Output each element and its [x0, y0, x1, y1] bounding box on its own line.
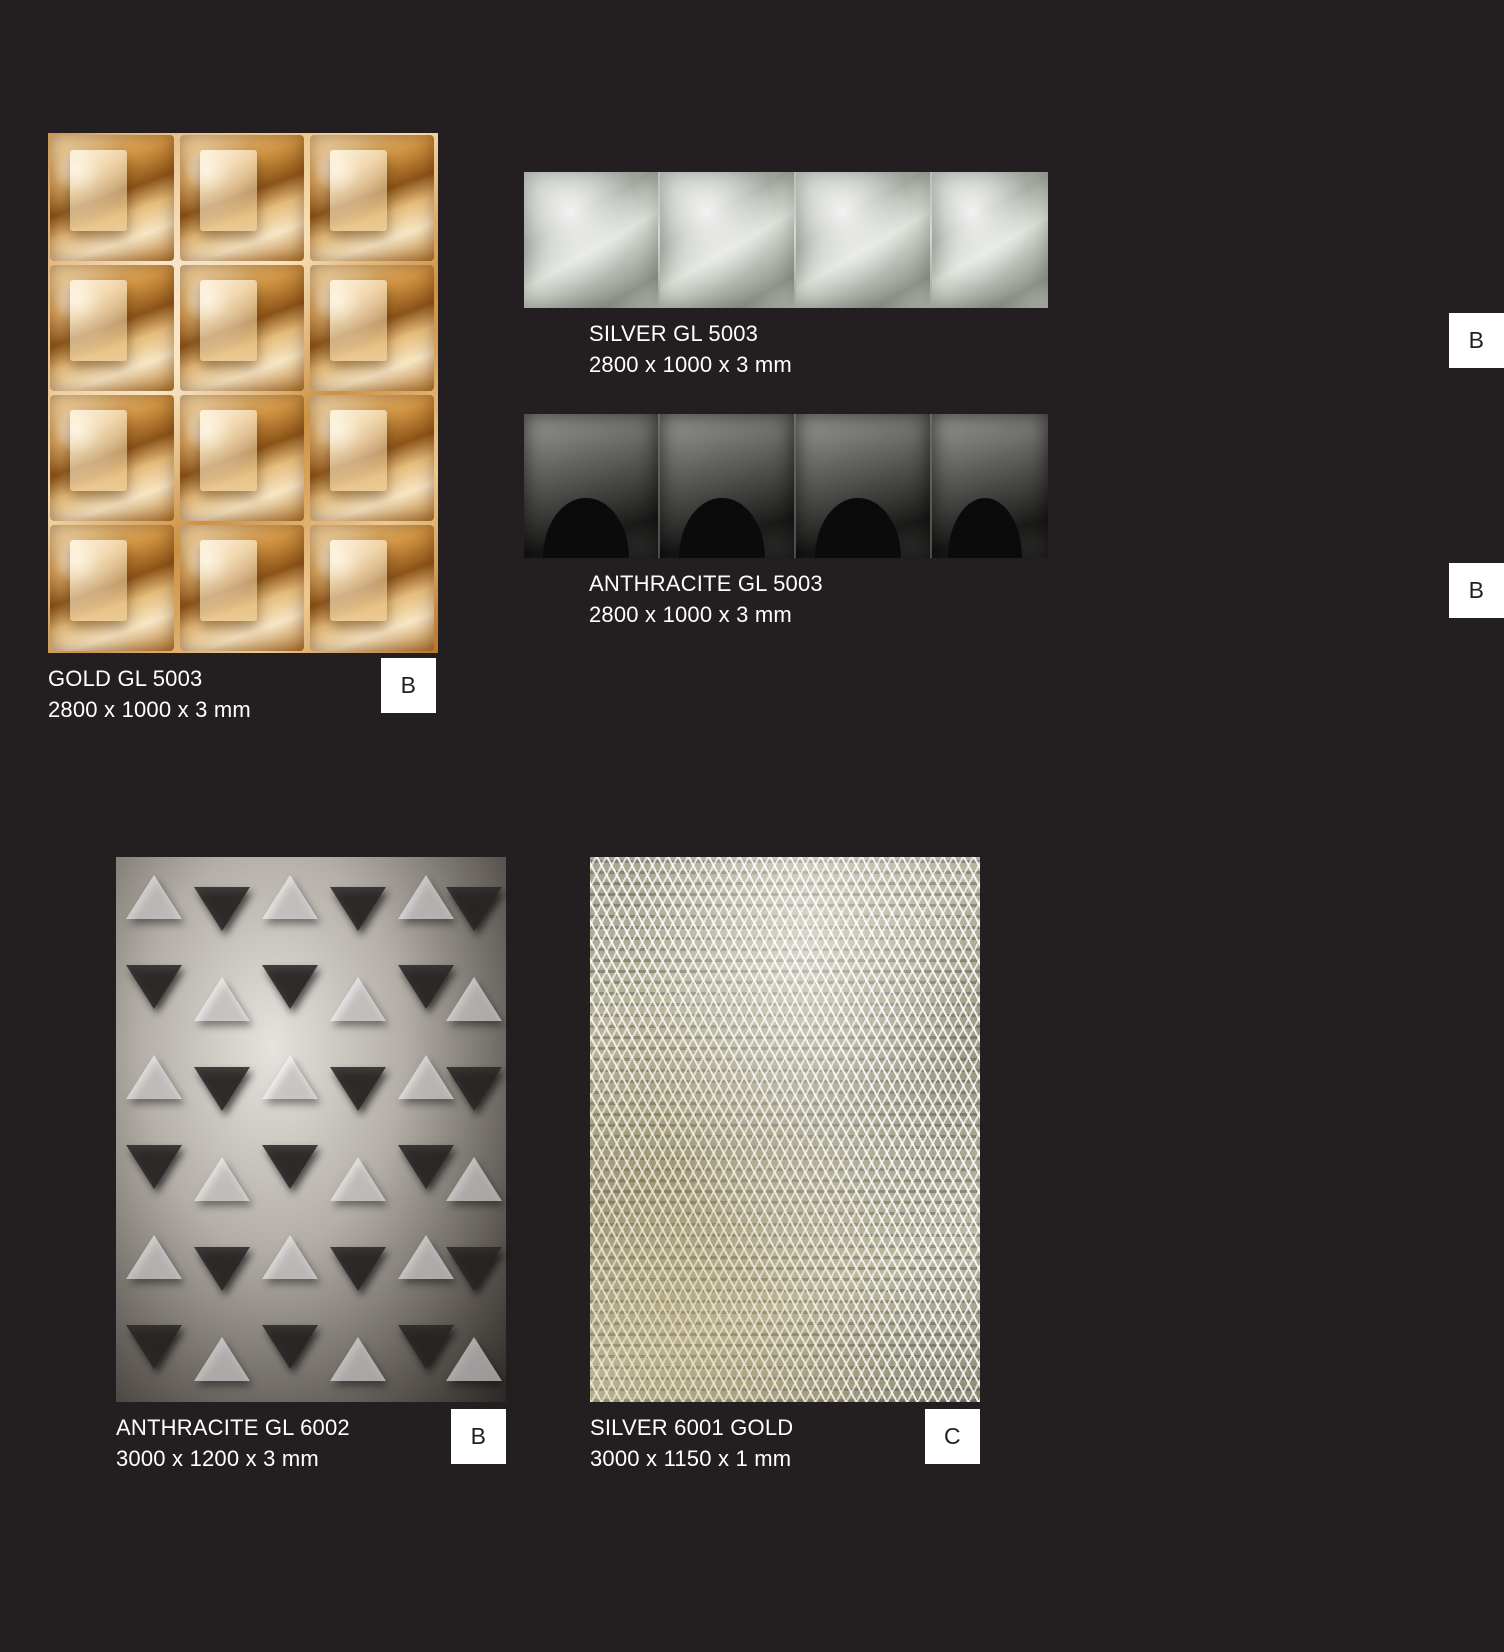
silver-6001-gold-swatch	[590, 857, 980, 1402]
product-dimensions: 3000 x 1150 x 1 mm	[590, 1446, 792, 1471]
product-code-badge: C	[925, 1409, 980, 1464]
silver-6001-gold-caption	[590, 1412, 982, 1474]
swatch-sheen-overlay	[590, 857, 980, 1402]
product-code-badge: B	[381, 658, 436, 713]
product-name: ANTHRACITE GL 5003	[589, 571, 823, 596]
product-name: ANTHRACITE GL 6002	[116, 1415, 350, 1440]
product-silver-6001-gold	[590, 857, 982, 1474]
product-dimensions: 2800 x 1000 x 3 mm	[589, 602, 792, 627]
product-code-badge: B	[1449, 313, 1504, 368]
product-code-badge: B	[451, 1409, 506, 1464]
gold-gl-5003-swatch	[48, 133, 438, 653]
product-code-badge: B	[1449, 563, 1504, 618]
product-dimensions: 3000 x 1200 x 3 mm	[116, 1446, 319, 1471]
anthracite-gl-6002-caption	[116, 1412, 508, 1474]
product-gold-gl-5003	[48, 133, 440, 725]
product-dimensions: 2800 x 1000 x 3 mm	[589, 352, 792, 377]
product-anthracite-gl-5003	[524, 414, 1485, 630]
gold-gl-5003-caption	[48, 663, 440, 725]
product-silver-gl-5003	[524, 172, 1485, 380]
product-name: GOLD GL 5003	[48, 666, 203, 691]
product-name: SILVER 6001 GOLD	[590, 1415, 794, 1440]
silver-gl-5003-swatch	[524, 172, 1048, 308]
product-anthracite-gl-6002	[116, 857, 508, 1474]
product-name: SILVER GL 5003	[589, 321, 759, 346]
anthracite-gl-5003-swatch	[524, 414, 1048, 558]
product-dimensions: 2800 x 1000 x 3 mm	[48, 697, 251, 722]
silver-gl-5003-caption	[589, 318, 1485, 380]
anthracite-gl-5003-caption	[589, 568, 1485, 630]
anthracite-gl-6002-swatch	[116, 857, 506, 1402]
